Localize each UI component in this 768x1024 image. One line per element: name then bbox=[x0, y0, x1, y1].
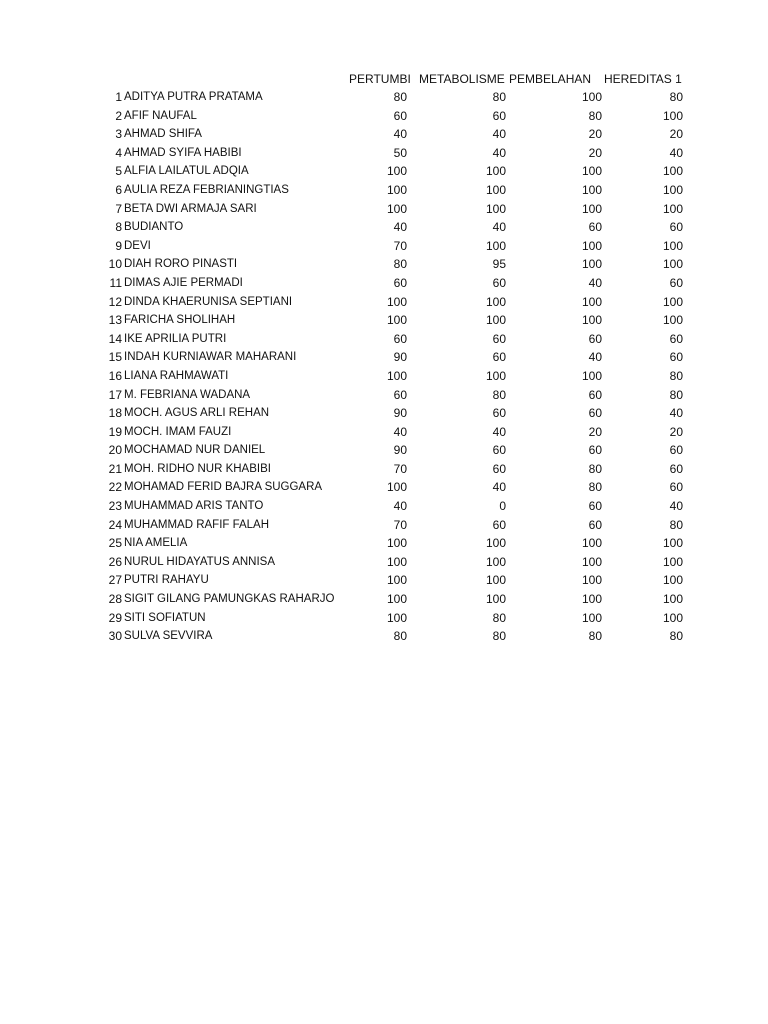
score-metabolisme: 60 bbox=[492, 108, 506, 123]
score-pertumbi: 40 bbox=[393, 220, 407, 235]
score-pertumbi: 100 bbox=[386, 610, 407, 625]
score-pembelahan: 60 bbox=[588, 443, 602, 458]
score-pembelahan: 100 bbox=[581, 257, 602, 272]
score-hereditas: 60 bbox=[669, 461, 683, 476]
row-number: 15 bbox=[108, 350, 122, 365]
score-pertumbi: 50 bbox=[393, 145, 407, 160]
score-hereditas: 100 bbox=[662, 238, 683, 253]
student-name: SITI SOFIATUN bbox=[124, 611, 206, 624]
table-row bbox=[0, 144, 768, 163]
score-pertumbi: 100 bbox=[386, 554, 407, 569]
score-hereditas: 100 bbox=[662, 201, 683, 216]
table-row bbox=[0, 590, 768, 609]
score-metabolisme: 100 bbox=[485, 554, 506, 569]
score-metabolisme: 100 bbox=[485, 368, 506, 383]
score-metabolisme: 60 bbox=[492, 275, 506, 290]
score-hereditas: 20 bbox=[669, 127, 683, 142]
score-pertumbi: 90 bbox=[393, 350, 407, 365]
score-pertumbi: 80 bbox=[393, 257, 407, 272]
score-hereditas: 20 bbox=[669, 424, 683, 439]
student-name: MUHAMMAD RAFIF FALAH bbox=[124, 518, 270, 531]
score-pembelahan: 100 bbox=[581, 294, 602, 309]
student-name: IKE APRILIA PUTRI bbox=[124, 332, 227, 345]
score-pembelahan: 80 bbox=[588, 480, 602, 495]
student-name: INDAH KURNIAWAR MAHARANI bbox=[124, 351, 297, 364]
score-pertumbi: 100 bbox=[386, 294, 407, 309]
score-hereditas: 60 bbox=[669, 350, 683, 365]
row-number: 14 bbox=[108, 331, 122, 346]
row-number: 5 bbox=[115, 164, 122, 179]
table-row bbox=[0, 367, 768, 386]
student-name: AHMAD SYIFA HABIBI bbox=[124, 146, 242, 159]
row-number: 17 bbox=[108, 387, 122, 402]
row-number: 10 bbox=[108, 257, 122, 272]
score-pembelahan: 60 bbox=[588, 517, 602, 532]
score-pembelahan: 60 bbox=[588, 499, 602, 514]
score-metabolisme: 100 bbox=[485, 238, 506, 253]
table-row bbox=[0, 534, 768, 553]
row-number: 3 bbox=[115, 127, 122, 142]
student-name: AFIF NAUFAL bbox=[124, 109, 197, 122]
row-number: 19 bbox=[108, 424, 122, 439]
score-hereditas: 40 bbox=[669, 145, 683, 160]
score-pembelahan: 100 bbox=[581, 201, 602, 216]
score-pertumbi: 100 bbox=[386, 536, 407, 551]
score-pembelahan: 100 bbox=[581, 182, 602, 197]
table-row bbox=[0, 460, 768, 479]
score-pembelahan: 40 bbox=[588, 275, 602, 290]
row-number: 4 bbox=[115, 145, 122, 160]
score-pembelahan: 100 bbox=[581, 573, 602, 588]
score-pembelahan: 100 bbox=[581, 592, 602, 607]
score-metabolisme: 60 bbox=[492, 443, 506, 458]
score-pertumbi: 60 bbox=[393, 387, 407, 402]
table-row bbox=[0, 255, 768, 274]
score-metabolisme: 80 bbox=[492, 629, 506, 644]
row-number: 9 bbox=[115, 238, 122, 253]
score-hereditas: 100 bbox=[662, 164, 683, 179]
score-metabolisme: 40 bbox=[492, 480, 506, 495]
score-hereditas: 100 bbox=[662, 294, 683, 309]
row-number: 8 bbox=[115, 220, 122, 235]
row-number: 22 bbox=[108, 480, 122, 495]
score-hereditas: 60 bbox=[669, 331, 683, 346]
table-row bbox=[0, 627, 768, 646]
score-metabolisme: 40 bbox=[492, 145, 506, 160]
row-number: 18 bbox=[108, 406, 122, 421]
score-pembelahan: 60 bbox=[588, 220, 602, 235]
score-pertumbi: 70 bbox=[393, 517, 407, 532]
student-name: AULIA REZA FEBRIANINGTIAS bbox=[124, 183, 289, 196]
score-hereditas: 100 bbox=[662, 182, 683, 197]
score-pertumbi: 100 bbox=[386, 480, 407, 495]
student-name: ADITYA PUTRA PRATAMA bbox=[124, 91, 263, 103]
score-hereditas: 100 bbox=[662, 610, 683, 625]
score-metabolisme: 0 bbox=[499, 499, 506, 514]
score-pembelahan: 80 bbox=[588, 108, 602, 123]
score-metabolisme: 100 bbox=[485, 182, 506, 197]
score-hereditas: 100 bbox=[662, 554, 683, 569]
score-hereditas: 60 bbox=[669, 443, 683, 458]
table-row bbox=[0, 218, 768, 237]
score-pembelahan: 60 bbox=[588, 387, 602, 402]
row-number: 21 bbox=[108, 461, 122, 476]
score-metabolisme: 60 bbox=[492, 350, 506, 365]
score-hereditas: 80 bbox=[669, 387, 683, 402]
score-pertumbi: 90 bbox=[393, 443, 407, 458]
table-row bbox=[0, 516, 768, 535]
student-name: BUDIANTO bbox=[124, 221, 184, 234]
student-name: SULVA SEVVIRA bbox=[124, 630, 213, 643]
score-pertumbi: 100 bbox=[386, 592, 407, 607]
score-metabolisme: 100 bbox=[485, 294, 506, 309]
table-row bbox=[0, 609, 768, 628]
student-name: ALFIA LAILATUL ADQIA bbox=[124, 165, 249, 178]
score-pertumbi: 40 bbox=[393, 424, 407, 439]
table-row bbox=[0, 88, 768, 107]
score-hereditas: 80 bbox=[669, 368, 683, 383]
score-pembelahan: 60 bbox=[588, 331, 602, 346]
student-name: LIANA RAHMAWATI bbox=[124, 369, 229, 382]
table-row bbox=[0, 293, 768, 312]
score-pertumbi: 100 bbox=[386, 313, 407, 328]
table-row bbox=[0, 311, 768, 330]
column-header-metabolisme: METABOLISME bbox=[419, 72, 505, 86]
student-name: FARICHA SHOLIHAH bbox=[124, 314, 236, 327]
student-name: MOCHAMAD NUR DANIEL bbox=[124, 444, 266, 457]
score-hereditas: 100 bbox=[662, 573, 683, 588]
score-hereditas: 80 bbox=[669, 90, 683, 104]
score-rows bbox=[0, 88, 768, 646]
score-metabolisme: 95 bbox=[492, 257, 506, 272]
table-row bbox=[0, 571, 768, 590]
row-number: 12 bbox=[108, 294, 122, 309]
score-metabolisme: 100 bbox=[485, 573, 506, 588]
row-number: 13 bbox=[108, 313, 122, 328]
student-name: MOHAMAD FERID BAJRA SUGGARA bbox=[124, 481, 323, 494]
score-metabolisme: 40 bbox=[492, 220, 506, 235]
score-metabolisme: 100 bbox=[485, 313, 506, 328]
table-row bbox=[0, 478, 768, 497]
column-header-hereditas: HEREDITAS 1 bbox=[604, 72, 682, 86]
score-pertumbi: 60 bbox=[393, 108, 407, 123]
row-number: 27 bbox=[108, 573, 122, 588]
row-number: 30 bbox=[108, 629, 122, 644]
score-pertumbi: 70 bbox=[393, 238, 407, 253]
student-name: PUTRI RAHAYU bbox=[124, 574, 209, 587]
row-number: 1 bbox=[115, 90, 122, 104]
student-name: SIGIT GILANG PAMUNGKAS RAHARJO bbox=[124, 593, 335, 606]
score-pertumbi: 60 bbox=[393, 275, 407, 290]
student-name: AHMAD SHIFA bbox=[124, 128, 202, 141]
table-row bbox=[0, 404, 768, 423]
score-metabolisme: 60 bbox=[492, 406, 506, 421]
score-hereditas: 60 bbox=[669, 480, 683, 495]
score-pertumbi: 100 bbox=[386, 368, 407, 383]
score-pertumbi: 60 bbox=[393, 331, 407, 346]
score-hereditas: 100 bbox=[662, 536, 683, 551]
table-row bbox=[0, 162, 768, 181]
score-hereditas: 60 bbox=[669, 220, 683, 235]
table-row bbox=[0, 237, 768, 256]
score-pertumbi: 100 bbox=[386, 573, 407, 588]
row-number: 20 bbox=[108, 443, 122, 458]
row-number: 2 bbox=[115, 108, 122, 123]
student-name: MOCH. AGUS ARLI REHAN bbox=[124, 407, 270, 420]
score-pembelahan: 20 bbox=[588, 145, 602, 160]
score-metabolisme: 60 bbox=[492, 517, 506, 532]
table-row bbox=[0, 497, 768, 516]
score-metabolisme: 40 bbox=[492, 127, 506, 142]
table-row bbox=[0, 274, 768, 293]
column-header-pertumbi: PERTUMBI bbox=[349, 72, 411, 86]
score-pertumbi: 80 bbox=[393, 90, 407, 104]
score-metabolisme: 80 bbox=[492, 90, 506, 104]
score-pertumbi: 90 bbox=[393, 406, 407, 421]
score-pertumbi: 100 bbox=[386, 201, 407, 216]
score-metabolisme: 100 bbox=[485, 201, 506, 216]
student-name: MUHAMMAD ARIS TANTO bbox=[124, 500, 264, 513]
row-number: 11 bbox=[109, 275, 122, 290]
score-pembelahan: 100 bbox=[581, 536, 602, 551]
row-number: 26 bbox=[108, 554, 122, 569]
table-row bbox=[0, 348, 768, 367]
score-hereditas: 80 bbox=[669, 629, 683, 644]
student-name: M. FEBRIANA WADANA bbox=[124, 388, 251, 401]
score-pembelahan: 80 bbox=[588, 461, 602, 476]
student-name: DIMAS AJIE PERMADI bbox=[124, 276, 243, 289]
row-number: 25 bbox=[108, 536, 122, 551]
score-pembelahan: 40 bbox=[588, 350, 602, 365]
score-pertumbi: 100 bbox=[386, 182, 407, 197]
score-pembelahan: 100 bbox=[581, 90, 602, 104]
score-hereditas: 100 bbox=[662, 257, 683, 272]
score-pertumbi: 40 bbox=[393, 499, 407, 514]
score-pembelahan: 100 bbox=[581, 368, 602, 383]
row-number: 6 bbox=[115, 182, 122, 197]
score-pembelahan: 100 bbox=[581, 554, 602, 569]
score-hereditas: 40 bbox=[669, 406, 683, 421]
column-header-pembelahan: PEMBELAHAN bbox=[509, 72, 592, 86]
student-name: DIAH RORO PINASTI bbox=[124, 258, 238, 271]
score-pertumbi: 80 bbox=[393, 629, 407, 644]
score-hereditas: 100 bbox=[662, 592, 683, 607]
score-metabolisme: 100 bbox=[485, 164, 506, 179]
table-row bbox=[0, 107, 768, 126]
score-metabolisme: 60 bbox=[492, 461, 506, 476]
score-pembelahan: 60 bbox=[588, 406, 602, 421]
score-metabolisme: 80 bbox=[492, 387, 506, 402]
score-pembelahan: 80 bbox=[588, 629, 602, 644]
student-name: MOH. RIDHO NUR KHABIBI bbox=[124, 462, 271, 475]
score-pembelahan: 20 bbox=[588, 424, 602, 439]
score-metabolisme: 60 bbox=[492, 331, 506, 346]
row-number: 29 bbox=[108, 610, 122, 625]
student-name: DINDA KHAERUNISA SEPTIANI bbox=[124, 295, 293, 308]
row-number: 16 bbox=[108, 368, 122, 383]
table-row bbox=[0, 181, 768, 200]
score-pembelahan: 100 bbox=[581, 164, 602, 179]
student-name: MOCH. IMAM FAUZI bbox=[124, 425, 232, 438]
student-name: NURUL HIDAYATUS ANNISA bbox=[124, 555, 276, 568]
score-pembelahan: 100 bbox=[581, 313, 602, 328]
row-number: 28 bbox=[108, 592, 122, 607]
score-pertumbi: 70 bbox=[393, 461, 407, 476]
score-pembelahan: 20 bbox=[588, 127, 602, 142]
table-row bbox=[0, 441, 768, 460]
score-pertumbi: 100 bbox=[386, 164, 407, 179]
table-row bbox=[0, 423, 768, 442]
score-hereditas: 60 bbox=[669, 275, 683, 290]
score-hereditas: 80 bbox=[669, 517, 683, 532]
score-pembelahan: 100 bbox=[581, 238, 602, 253]
score-pertumbi: 40 bbox=[393, 127, 407, 142]
score-hereditas: 100 bbox=[662, 313, 683, 328]
score-metabolisme: 100 bbox=[485, 536, 506, 551]
table-row bbox=[0, 386, 768, 405]
column-headers bbox=[0, 70, 768, 88]
row-number: 24 bbox=[108, 517, 122, 532]
row-number: 7 bbox=[115, 201, 122, 216]
table-row bbox=[0, 330, 768, 349]
student-name: NIA AMELIA bbox=[124, 537, 188, 550]
score-hereditas: 100 bbox=[662, 108, 683, 123]
table-row bbox=[0, 553, 768, 572]
table-row bbox=[0, 125, 768, 144]
score-metabolisme: 100 bbox=[485, 592, 506, 607]
student-name: DEVI bbox=[124, 239, 151, 252]
score-hereditas: 40 bbox=[669, 499, 683, 514]
table-row bbox=[0, 200, 768, 219]
score-pembelahan: 100 bbox=[581, 610, 602, 625]
row-number: 23 bbox=[108, 499, 122, 514]
score-metabolisme: 80 bbox=[492, 610, 506, 625]
score-metabolisme: 40 bbox=[492, 424, 506, 439]
student-name: BETA DWI ARMAJA SARI bbox=[124, 202, 257, 215]
